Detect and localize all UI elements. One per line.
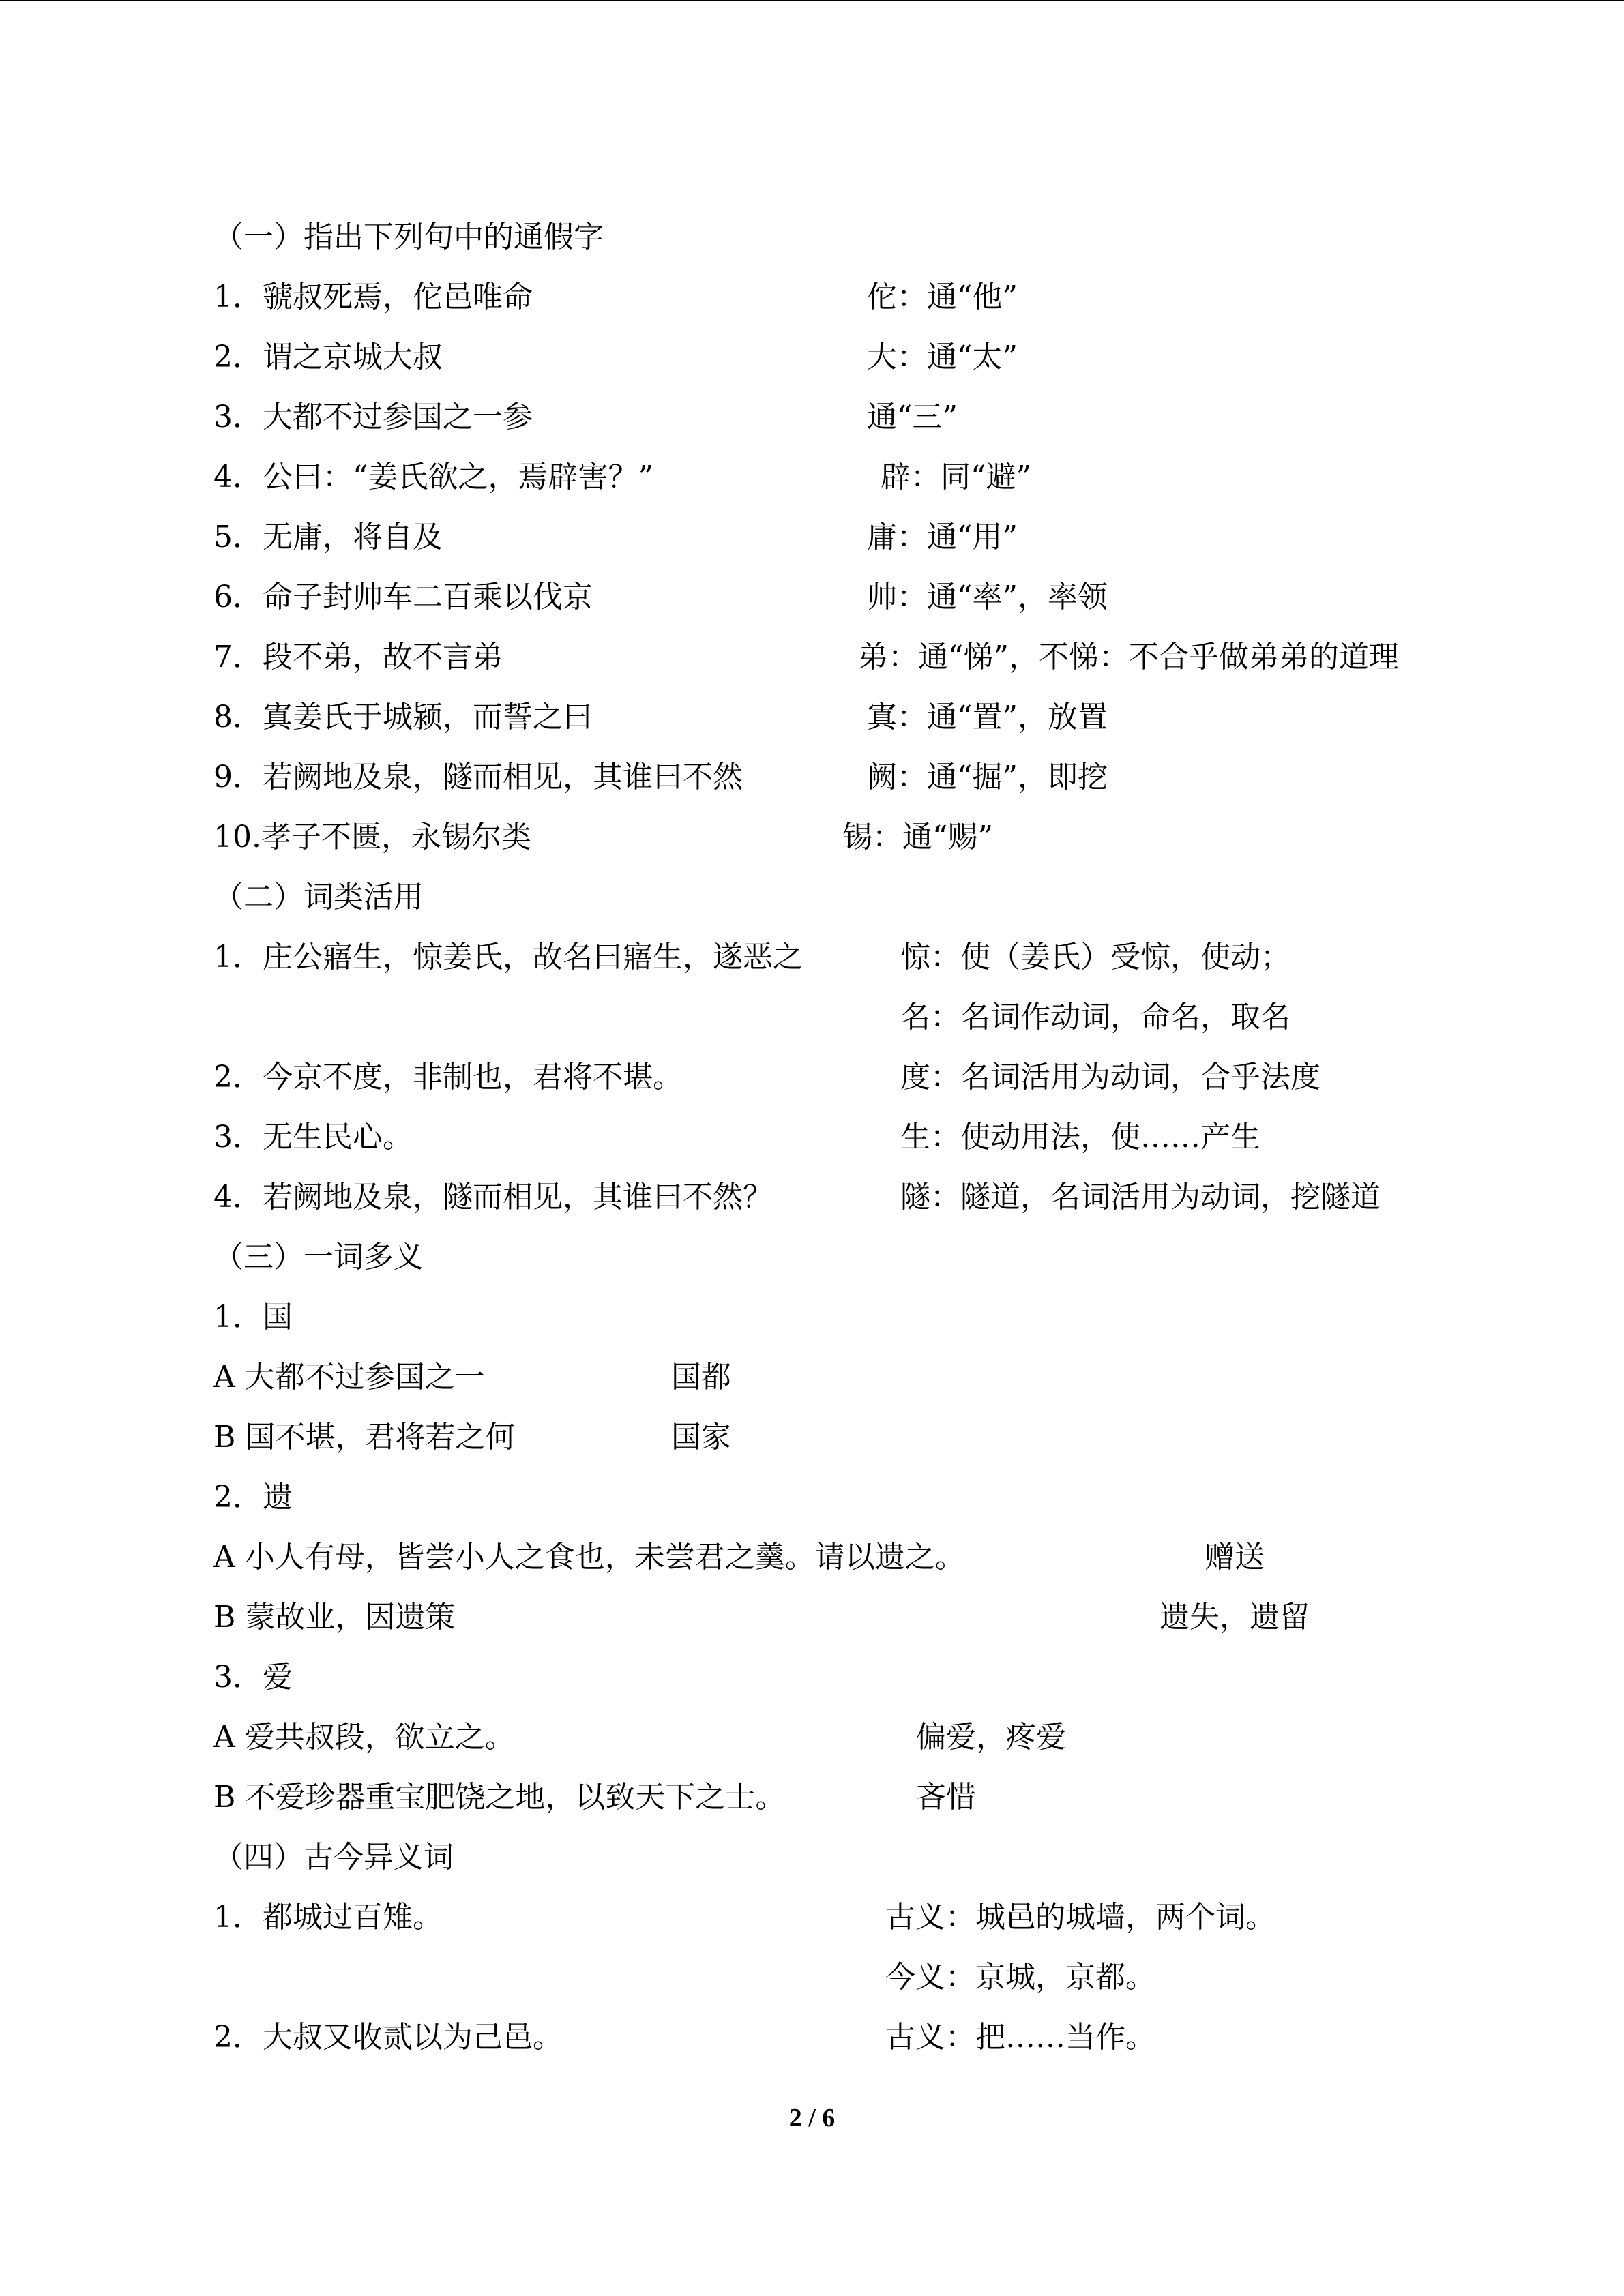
- item-answer: 帅：通“率”，率领: [867, 580, 1108, 614]
- item-answer: 锡：通“赐”: [842, 820, 993, 854]
- list-item: [213, 1537, 1475, 1578]
- word-heading: [213, 1657, 1475, 1698]
- item-answer: 古义：城邑的城墙，两个词。: [885, 1900, 1275, 1935]
- list-item: [213, 1357, 1475, 1398]
- item-answer: 通“三”: [867, 400, 958, 434]
- list-item: [213, 997, 1475, 1038]
- item-sentence: 2．谓之京城大叔: [213, 340, 443, 374]
- section-heading: [213, 1237, 1475, 1278]
- section-heading: [213, 877, 1475, 918]
- item-answer: 隧：隧道，名词活用为动词，挖隧道: [900, 1180, 1381, 1214]
- list-item: [213, 1597, 1475, 1638]
- list-item: [213, 2017, 1475, 2058]
- item-answer: 赠送: [1205, 1540, 1265, 1575]
- item-answer: 弟：通“悌”，不悌：不合乎做弟弟的道理: [858, 640, 1399, 674]
- item-answer: 寘：通“置”，放置: [867, 700, 1108, 734]
- list-item: [213, 757, 1475, 798]
- page-number: 2 / 6: [788, 2104, 836, 2132]
- word-label: 1．国: [213, 1300, 293, 1335]
- list-item: [213, 577, 1475, 618]
- item-answer: 古义：把……当作。: [885, 2020, 1155, 2055]
- list-item: [213, 1177, 1475, 1218]
- section-4-heading: （四）古今异义词: [213, 1840, 454, 1875]
- item-answer: 生：使动用法，使……产生: [900, 1120, 1260, 1154]
- item-answer: 佗：通“他”: [867, 280, 1018, 314]
- list-item: [213, 1057, 1475, 1098]
- word-label: 2．遗: [213, 1480, 293, 1515]
- list-item: [213, 637, 1475, 678]
- item-answer: 偏爱，疼爱: [916, 1720, 1066, 1755]
- list-item: [213, 517, 1475, 558]
- item-sentence: 7．段不弟，故不言弟: [213, 640, 503, 674]
- section-2-heading: （二）词类活用: [213, 880, 424, 914]
- section-3-heading: （三）一词多义: [213, 1240, 424, 1274]
- list-item: [213, 277, 1475, 318]
- item-answer: 度：名词活用为动词，合乎法度: [900, 1060, 1320, 1094]
- item-sentence: 4．公曰：“姜氏欲之，焉辟害？”: [213, 460, 653, 494]
- item-sentence: 5．无庸，将自及: [213, 520, 443, 554]
- item-answer: 大：通“太”: [867, 340, 1018, 374]
- section-heading: [213, 217, 1475, 258]
- item-answer: 今义：京城，京都。: [885, 1960, 1155, 1995]
- item-sentence: 3．无生民心。: [213, 1120, 413, 1154]
- item-answer: 辟：同“避”: [881, 460, 1031, 494]
- item-answer: 惊：使（姜氏）受惊，使动；: [900, 940, 1290, 974]
- list-item: [213, 1957, 1475, 1998]
- word-label: 3．爱: [213, 1660, 293, 1695]
- item-sentence: 4．若阙地及泉，隧而相见，其谁曰不然？: [213, 1180, 773, 1214]
- item-answer: 国都: [671, 1360, 731, 1395]
- item-sentence: B 不爱珍器重宝肥饶之地，以致天下之士。: [213, 1780, 786, 1815]
- item-sentence: A 小人有母，皆尝小人之食也，未尝君之羹。请以遗之。: [213, 1540, 965, 1575]
- item-sentence: A 爱共叔段，欲立之。: [213, 1720, 515, 1755]
- list-item: [213, 1117, 1475, 1158]
- section-1-heading: （一）指出下列句中的通假字: [213, 220, 604, 254]
- list-item: [213, 1777, 1475, 1818]
- item-answer: 国家: [671, 1420, 731, 1455]
- item-sentence: 1．虢叔死焉，佗邑唯命: [213, 280, 533, 314]
- list-item: [213, 697, 1475, 738]
- item-sentence: B 国不堪，君将若之何: [213, 1420, 516, 1455]
- item-answer: 阙：通“掘”，即挖: [867, 760, 1108, 794]
- list-item: [213, 397, 1475, 438]
- word-heading: [213, 1297, 1475, 1338]
- list-item: [213, 937, 1475, 978]
- item-sentence: 2．今京不度，非制也，君将不堪。: [213, 1060, 683, 1094]
- list-item: [213, 817, 1475, 858]
- item-answer: 庸：通“用”: [867, 520, 1018, 554]
- section-heading: [213, 1837, 1475, 1878]
- item-answer: 名：名词作动词，命名，取名: [900, 1000, 1290, 1034]
- item-sentence: 1．都城过百雉。: [213, 1900, 443, 1935]
- item-answer: 吝惜: [916, 1780, 976, 1815]
- item-sentence: 2．大叔又收贰以为己邑。: [213, 2020, 563, 2055]
- word-heading: [213, 1477, 1475, 1518]
- list-item: [213, 1717, 1475, 1758]
- item-sentence: 9．若阙地及泉，隧而相见，其谁曰不然: [213, 760, 743, 794]
- list-item: [213, 1417, 1475, 1458]
- list-item: [213, 337, 1475, 378]
- item-sentence: 6．命子封帅车二百乘以伐京: [213, 580, 593, 614]
- item-sentence: 10.孝子不匮，永锡尔类: [213, 820, 531, 854]
- item-sentence: 8．寘姜氏于城颍，而誓之曰: [213, 700, 593, 734]
- item-answer: 遗失，遗留: [1160, 1600, 1310, 1635]
- list-item: [213, 457, 1475, 498]
- list-item: [213, 1897, 1475, 1938]
- item-sentence: 3．大都不过参国之一参: [213, 400, 533, 434]
- item-sentence: A 大都不过参国之一: [213, 1360, 485, 1395]
- item-sentence: 1．庄公寤生，惊姜氏，故名曰寤生，遂恶之: [213, 940, 803, 974]
- item-sentence: B 蒙故业，因遗策: [213, 1600, 456, 1635]
